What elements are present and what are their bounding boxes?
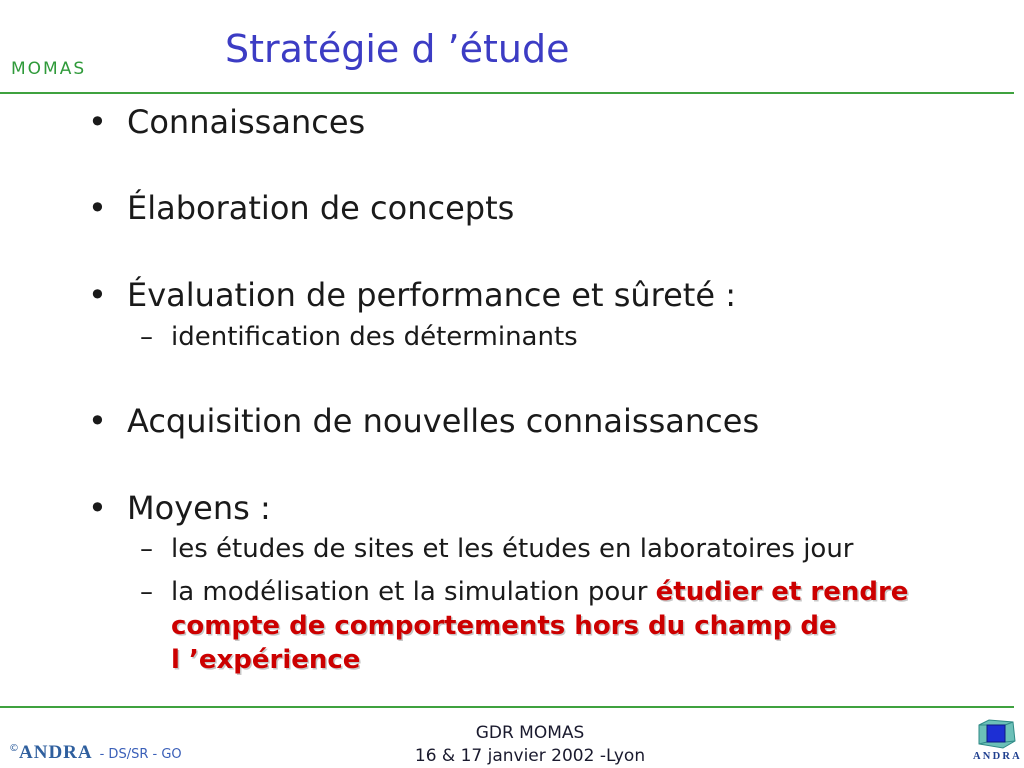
bullet-text: Acquisition de nouvelles connaissances	[127, 402, 760, 440]
footer-event-date: 16 & 17 janvier 2002 -Lyon	[414, 746, 646, 766]
bullet-text: Moyens :	[127, 489, 271, 527]
bullet-marker: •	[88, 189, 107, 227]
department-code: - DS/SR - GO	[99, 747, 182, 762]
bullet-marker: •	[88, 276, 107, 314]
header-divider	[0, 92, 1014, 94]
bullet-item-evaluation	[88, 276, 736, 314]
organization-name: ANDRA	[19, 742, 93, 763]
sub-bullet-text-block	[171, 575, 908, 677]
bullet-marker: •	[88, 103, 107, 141]
bullet-text: Connaissances	[127, 103, 366, 141]
sub-bullet-text: la modélisation et la simulation pour	[171, 577, 648, 607]
bullet-marker: •	[88, 402, 107, 440]
footer-organization	[9, 742, 182, 767]
bullet-item-connaissances	[88, 103, 366, 141]
logo-label: ANDRA	[973, 751, 1022, 762]
emphasis-text: l ’expérience	[171, 645, 361, 675]
sub-bullet-text: les études de sites et les études en laboratoires jour	[171, 534, 854, 564]
bullet-text: Évaluation de performance et sûreté :	[127, 276, 736, 314]
emphasis-text: compte de comportements hors du champ de	[171, 611, 837, 641]
bullet-marker: •	[88, 489, 107, 527]
bullet-item-acquisition	[88, 402, 760, 440]
emphasis-text: étudier et rendre	[655, 577, 909, 607]
bullet-item-elaboration	[88, 189, 515, 227]
sub-bullet-marker: –	[140, 322, 153, 352]
copyright-symbol: ©	[9, 743, 19, 754]
header-label: MOMAS	[11, 59, 87, 79]
sub-bullet-identification	[140, 324, 578, 350]
slide-title: Stratégie d ’étude	[225, 27, 570, 71]
footer-divider	[0, 706, 1014, 708]
sub-bullet-etudes	[140, 536, 854, 562]
sub-bullet-marker: –	[140, 534, 153, 564]
sub-bullet-text: identification des déterminants	[171, 322, 578, 352]
sub-bullet-modelisation	[140, 575, 908, 677]
andra-cube-icon	[975, 719, 1017, 749]
bullet-text: Élaboration de concepts	[127, 189, 515, 227]
bullet-item-moyens	[88, 489, 271, 527]
footer-event-name: GDR MOMAS	[475, 723, 585, 743]
sub-bullet-marker: –	[140, 577, 153, 607]
